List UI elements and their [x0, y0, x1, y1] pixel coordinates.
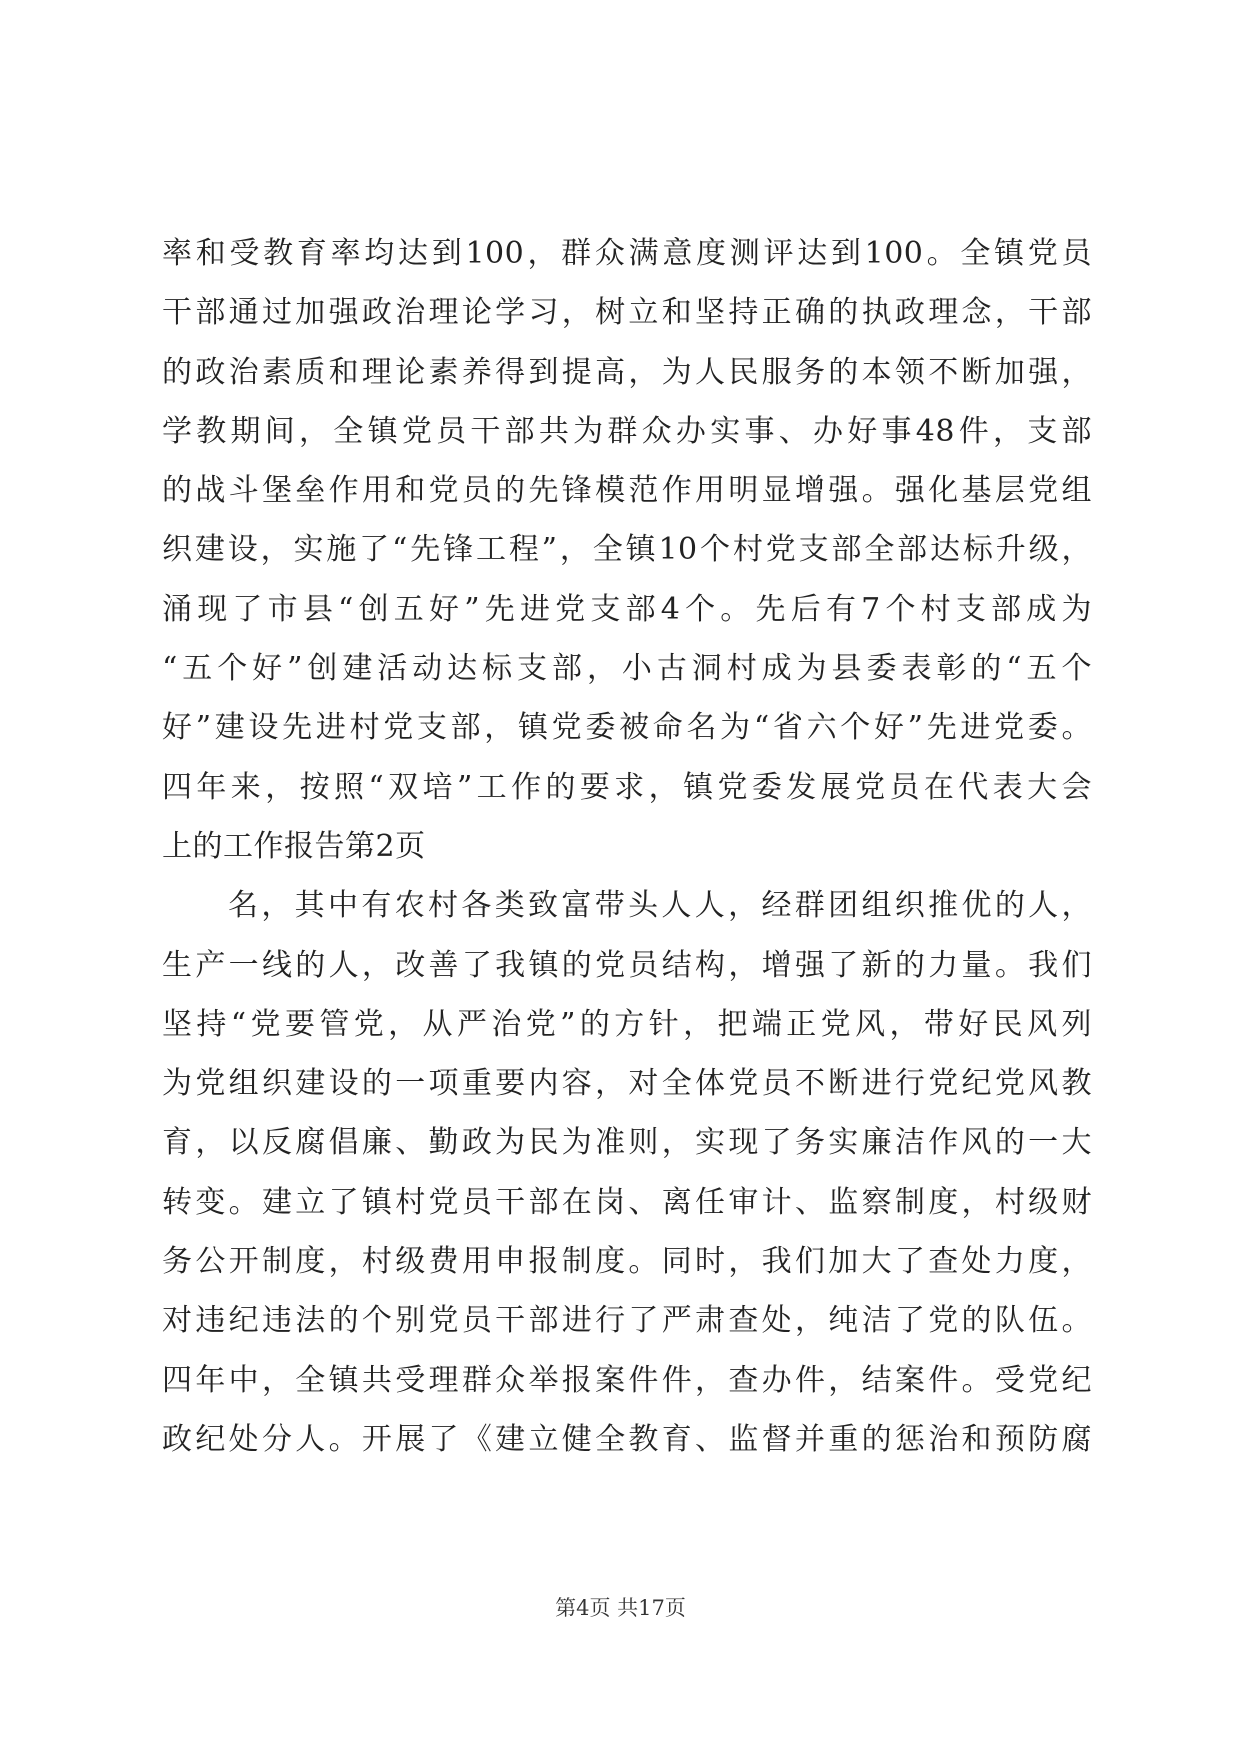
text-line: 对违纪违法的个别党员干部进行了严肃查处，纯洁了党的队伍。 — [162, 1303, 1092, 1339]
text-line: 政纪处分人。开展了《建立健全教育、监督并重的惩治和预防腐 — [162, 1421, 1092, 1457]
text-line: 干部通过加强政治理论学习，树立和坚持正确的执政理念，干部 — [162, 295, 1092, 331]
text-line: 名，其中有农村各类致富带头人人，经群团组织推优的人， — [228, 888, 1092, 924]
text-line: 织建设，实施了“先锋工程”，全镇10个村党支部全部达标升级， — [162, 532, 1092, 568]
text-line: 为党组织建设的一项重要内容，对全体党员不断进行党纪党风教 — [162, 1066, 1092, 1102]
text-line: 好”建设先进村党支部，镇党委被命名为“省六个好”先进党委。 — [162, 710, 1092, 746]
text-line: 生产一线的人，改善了我镇的党员结构，增强了新的力量。我们 — [162, 947, 1092, 983]
text-line: 的政治素质和理论素养得到提高，为人民服务的本领不断加强， — [162, 354, 1092, 390]
text-line: 的战斗堡垒作用和党员的先锋模范作用明显增强。强化基层党组 — [162, 473, 1092, 509]
page-footer: 第4页 共17页 — [555, 1596, 686, 1620]
text-line: 坚持“党要管党，从严治党”的方针，把端正党风，带好民风列 — [162, 1006, 1092, 1042]
text-line: 四年来，按照“双培”工作的要求，镇党委发展党员在代表大会 — [162, 769, 1092, 805]
text-line: 率和受教育率均达到100，群众满意度测评达到100。全镇党员 — [162, 236, 1092, 271]
text-line: 涌现了市县“创五好”先进党支部4个。先后有7个村支部成为 — [162, 591, 1092, 627]
text-line: 学教期间，全镇党员干部共为群众办实事、办好事48件，支部 — [162, 413, 1092, 449]
text-line: “五个好”创建活动达标支部，小古洞村成为县委表彰的“五个 — [162, 651, 1092, 687]
text-line: 上的工作报告第2页 — [162, 828, 426, 864]
body-text — [162, 224, 1092, 1469]
text-line: 育，以反腐倡廉、勤政为民为准则，实现了务实廉洁作风的一大 — [162, 1125, 1092, 1161]
text-line: 务公开制度，村级费用申报制度。同时，我们加大了查处力度， — [162, 1244, 1092, 1280]
text-line: 转变。建立了镇村党员干部在岗、离任审计、监察制度，村级财 — [162, 1184, 1092, 1220]
text-line: 四年中，全镇共受理群众举报案件件，查办件，结案件。受党纪 — [162, 1362, 1092, 1398]
